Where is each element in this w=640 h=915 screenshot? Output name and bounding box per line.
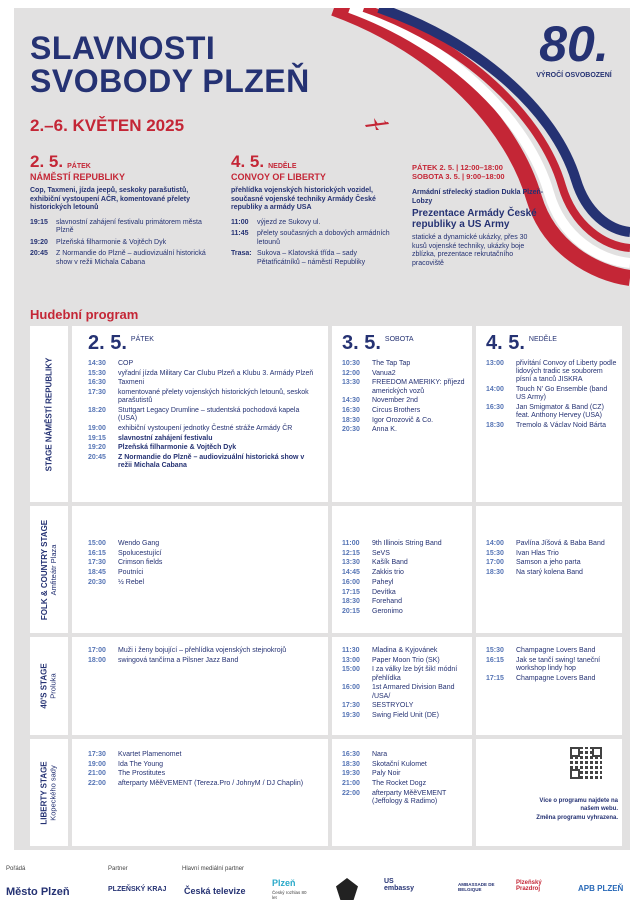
schedule-text: Z Normandie do Plzně – audiovizuální historická show v režii Michala Cabana: [118, 454, 305, 470]
stage-name: 40'S STAGE: [40, 663, 50, 709]
schedule-time: 19:30: [342, 711, 360, 719]
schedule-time: 14:45: [342, 569, 360, 577]
schedule-text: Kvartet Plamenomet: [118, 751, 182, 758]
schedule-item: [486, 540, 618, 548]
schedule-item: [342, 417, 468, 425]
day-weekday: SOBOTA: [384, 336, 414, 343]
event2-text: přelety současných a dobových armádních letounů: [257, 230, 390, 246]
schedule-item: [88, 370, 320, 378]
schedule-cell: [72, 506, 328, 633]
schedule-list: [88, 360, 320, 472]
event2-title: CONVOY OF LIBERTY: [231, 171, 326, 182]
schedule-text: Zakkis trio: [372, 569, 404, 577]
schedule-time: 18:30: [342, 760, 360, 768]
schedule-time: 10:30: [342, 360, 360, 367]
schedule-text: Paper Moon Trio (SK): [372, 656, 440, 664]
schedule-time: 16:30: [486, 404, 504, 412]
schedule-time: 15:00: [342, 666, 360, 674]
schedule-item: [342, 761, 468, 769]
schedule-text: slavnostní zahájení festivalu: [118, 434, 213, 442]
title-line1: SLAVNOSTI: [30, 30, 216, 66]
schedule-item: [342, 579, 468, 587]
schedule-time: 11:00: [342, 540, 360, 547]
schedule-item: [88, 751, 320, 759]
changes-text: Změna programu vyhrazena.: [536, 815, 618, 821]
schedule-time: 14:00: [486, 540, 504, 547]
schedule-item: [88, 657, 320, 665]
organizer-logo: Město Plzeň: [6, 886, 70, 898]
schedule-time: 22:00: [342, 789, 360, 797]
schedule-time: 20:30: [88, 578, 106, 586]
schedule-item: [342, 370, 468, 378]
schedule-time: 17:15: [342, 588, 360, 596]
schedule-time: 16:15: [486, 656, 504, 664]
logo-plzen: Plzeň: [272, 878, 296, 888]
logo-belgium: AMBASSADE DE BELGIQUE: [458, 882, 495, 892]
schedule-item: [342, 540, 468, 548]
schedule-item: [342, 780, 468, 788]
schedule-cell: [476, 637, 622, 735]
event2-time: 11:00: [231, 218, 249, 226]
qr-code-icon[interactable]: [570, 747, 602, 779]
schedule-item: [342, 550, 468, 558]
schedule-text: SESTRYOLY: [372, 702, 414, 710]
schedule-item: [342, 360, 468, 368]
schedule-item: [88, 770, 320, 778]
schedule-text: Plzeňská filharmonie & Vojtěch Dyk: [118, 444, 237, 452]
schedule-time: 20:45: [88, 454, 106, 462]
event2-desc: přehlídka vojenských historických vozidel, současné vojenské techniky Armády České republiky a armády USA: [231, 187, 376, 211]
partner-logo: PLZEŇSKÝ KRAJ: [108, 886, 167, 893]
organizer-label: Pořádá: [6, 866, 26, 872]
schedule-item: [342, 684, 468, 700]
schedule-item: [342, 647, 468, 655]
schedule-item: [88, 379, 320, 387]
schedule-item: [88, 360, 320, 368]
event2-text: Sukova – Klatovská třída – sady Pětatřicátníků – náměstí Republiky: [257, 250, 366, 266]
event1-text: Z Normandie do Plzně – audiovizuální historická show v režii Michala Cabana: [56, 250, 206, 266]
schedule-item: [342, 751, 468, 759]
schedule-text: Jak se tančí swing! taneční workshop lindy hop: [516, 656, 601, 672]
event3-venue: Armádní střelecký stadion Dukla Plzeň-Lobzy: [412, 189, 544, 205]
program-title: Hudební program: [30, 307, 139, 322]
schedule-text: Champagne Lovers Band: [516, 674, 596, 682]
schedule-cell: [72, 637, 328, 735]
schedule-item: [486, 657, 618, 673]
schedule-time: 13:30: [342, 379, 360, 387]
stage-label: [30, 326, 68, 502]
schedule-text: Mladina & Kyjovánek: [372, 647, 438, 654]
schedule-item: [486, 404, 618, 420]
poster: [14, 8, 630, 850]
schedule-text: Poutníci: [118, 569, 144, 577]
logo-us-embassy: US embassy: [384, 878, 414, 892]
schedule-time: 21:00: [88, 770, 106, 778]
schedule-time: 18:30: [342, 416, 360, 424]
stage-name: STAGE NÁMĚSTÍ REPUBLIKY: [44, 357, 54, 471]
schedule-time: 15:30: [486, 647, 504, 654]
schedule-text: COP: [118, 360, 134, 367]
more-info-text: Více o programu najdete na našem webu.: [539, 798, 618, 812]
logo-prazdroj: Plzeňský Prazdroj: [516, 880, 542, 892]
day-number: 2. 5.: [88, 332, 127, 354]
event3-title: Prezentace Armády České republiky a US Army: [412, 208, 537, 230]
stage-label: [30, 739, 68, 846]
logo-apb: APB PLZEŇ: [578, 884, 624, 893]
schedule-cell: [332, 637, 472, 735]
schedule-time: 17:30: [88, 751, 106, 758]
schedule-item: [486, 386, 618, 402]
schedule-item: [342, 407, 468, 415]
schedule-list: [88, 751, 320, 790]
schedule-item: [342, 608, 468, 616]
schedule-item: [486, 647, 618, 655]
schedule-text: ½ Rebel: [118, 578, 145, 586]
schedule-item: [486, 675, 618, 683]
schedule-list: [88, 647, 320, 666]
event3-desc: statické a dynamické ukázky, přes 30 kusů vojenské techniky, ukázky boje zblízka, prezentace rekrutačního pracoviště: [412, 234, 528, 267]
schedule-text: Samson a jeho parta: [516, 559, 581, 567]
logo-plzen-sub: Český rozhlas 80 let: [272, 890, 307, 900]
schedule-text: Circus Brothers: [372, 407, 421, 415]
schedule-text: Jan Smigmator & Band (CZ) feat. Anthony Hervey (USA): [516, 404, 604, 420]
stage-name: LIBERTY STAGE: [40, 760, 50, 825]
event3-line2: SOBOTA 3. 5. | 9:00–18:00: [412, 171, 505, 181]
event1-weekday: PÁTEK: [67, 163, 91, 170]
schedule-item: [342, 770, 468, 778]
schedule-time: 13:30: [342, 559, 360, 567]
schedule-list: [486, 360, 618, 432]
event1-text: Plzeňská filharmonie & Vojtěch Dyk: [56, 238, 167, 246]
schedule-cell: [72, 739, 328, 846]
stage-label: [30, 506, 68, 633]
schedule-list: [342, 751, 468, 808]
schedule-text: Na starý kolena Band: [516, 569, 583, 577]
schedule-text: The Rocket Dogz: [372, 780, 427, 788]
schedule-time: 20:15: [342, 607, 360, 615]
schedule-time: 17:30: [342, 702, 360, 710]
schedule-cell: [72, 326, 328, 502]
logo-number: 80.: [539, 16, 609, 72]
schedule-text: Stuttgart Legacy Drumline – studentská pochodová kapela (USA): [118, 407, 300, 423]
schedule-item: [486, 569, 618, 577]
schedule-text: Paheyl: [372, 578, 394, 586]
schedule-text: Paly Noir: [372, 770, 401, 778]
schedule-text: SeVS: [372, 549, 390, 557]
schedule-time: 18:30: [342, 598, 360, 606]
schedule-item: [88, 559, 320, 567]
schedule-text: Devítka: [372, 588, 396, 596]
schedule-item: [342, 397, 468, 405]
schedule-item: [88, 647, 320, 655]
schedule-list: [342, 540, 468, 618]
stage-sub: Kopeckého sady: [49, 764, 59, 821]
schedule-cell: [476, 506, 622, 633]
schedule-time: 18:45: [88, 569, 106, 577]
event2-weekday: NEDĚLE: [268, 163, 297, 170]
schedule-item: [88, 389, 320, 405]
schedule-text: November 2nd: [372, 397, 418, 405]
schedule-item: [342, 569, 468, 577]
schedule-time: 12:15: [342, 549, 360, 557]
event2-time: 11:45: [231, 230, 249, 237]
schedule-time: 17:00: [486, 559, 504, 567]
schedule-text: přivítání Convoy of Liberty podle lidových tradic se souborem písní a tanců JISKRA: [516, 360, 617, 384]
schedule-item: [88, 454, 320, 470]
schedule-text: 1st Armared Division Band /USA/: [372, 684, 455, 700]
schedule-item: [88, 550, 320, 558]
event1-text: slavnostní zahájení festivalu primátorem města Plzně: [56, 218, 202, 234]
event-friday: [30, 152, 220, 270]
schedule-time: 15:00: [88, 540, 106, 547]
schedule-time: 13:00: [342, 656, 360, 664]
schedule-time: 16:00: [342, 684, 360, 692]
schedule-time: 16:00: [342, 578, 360, 586]
schedule-item: [88, 425, 320, 433]
schedule-time: 18:00: [88, 656, 106, 664]
schedule-cell: [332, 506, 472, 633]
schedule-item: [342, 559, 468, 567]
schedule-time: 11:30: [342, 647, 360, 654]
schedule-time: 16:15: [88, 549, 106, 557]
day-number: 4. 5.: [486, 332, 525, 354]
event1-time: 20:45: [30, 250, 48, 257]
schedule-item: [342, 598, 468, 606]
schedule-text: afterparty MěěVEMENT (Tereza.Pro / JohnyM / DJ Chaplin): [118, 780, 304, 788]
schedule-time: 14:30: [88, 360, 106, 367]
schedule-text: Nara: [372, 751, 388, 758]
schedule-text: Igor Orozovič & Co.: [372, 416, 434, 424]
schedule-item: [88, 780, 320, 788]
schedule-text: Spolucestující: [118, 549, 162, 557]
schedule-time: 19:00: [88, 424, 106, 432]
schedule-list: [486, 647, 618, 684]
schedule-text: Geronimo: [372, 607, 403, 615]
event3-line1: PÁTEK 2. 5. | 12:00–18:00: [412, 163, 503, 172]
event2-day: 4. 5.: [231, 152, 265, 171]
event2-text: výjezd ze Sukovy ul.: [257, 218, 321, 226]
schedule-text: The Prostitutes: [118, 770, 166, 778]
schedule-time: 12:00: [342, 369, 360, 377]
partner-label: Partner: [108, 866, 128, 872]
music-program-grid: [30, 326, 622, 846]
event1-title: NÁMĚSTÍ REPUBLIKY: [30, 171, 126, 182]
event1-time: 19:15: [30, 218, 48, 226]
schedule-time: 17:00: [88, 647, 106, 654]
schedule-text: Anna K.: [372, 426, 397, 434]
army-emblem-icon: [336, 878, 358, 900]
media-logo: Česká televize: [184, 886, 246, 896]
schedule-cell: [476, 326, 622, 502]
schedule-time: 19:15: [88, 434, 106, 442]
schedule-text: swingová tančírna a Pilsner Jazz Band: [118, 656, 239, 664]
schedule-item: [486, 559, 618, 567]
schedule-text: Muži i ženy bojující – přehlídka vojenských stejnokrojů: [118, 647, 287, 654]
schedule-list: [342, 360, 468, 436]
schedule-text: Wendo Gang: [118, 540, 160, 547]
schedule-text: Champagne Lovers Band: [516, 647, 596, 654]
schedule-time: 16:30: [342, 751, 360, 758]
stage-sub: Amfiteátr Plaza: [49, 544, 59, 595]
schedule-text: The Tap Tap: [372, 360, 411, 367]
schedule-item: [342, 790, 468, 806]
schedule-text: Kašík Band: [372, 559, 408, 567]
schedule-item: [88, 761, 320, 769]
schedule-time: 16:30: [88, 379, 106, 387]
schedule-time: 18:30: [486, 569, 504, 577]
schedule-text: Ivan Hlas Trio: [516, 549, 559, 557]
festival-dates: 2.–6. KVĚTEN 2025: [30, 116, 185, 135]
schedule-text: komentované přelety vojenských historických letounů, seskok parašutistů: [118, 389, 309, 405]
event1-time: 19:20: [30, 238, 48, 246]
schedule-time: 19:30: [342, 770, 360, 778]
schedule-time: 21:00: [342, 780, 360, 788]
schedule-item: [88, 435, 320, 443]
schedule-time: 17:15: [486, 674, 504, 682]
schedule-time: 19:00: [88, 760, 106, 768]
schedule-item: [88, 579, 320, 587]
schedule-time: 15:30: [88, 369, 106, 377]
schedule-item: [486, 550, 618, 558]
schedule-time: 20:30: [342, 426, 360, 434]
schedule-item: [486, 422, 618, 430]
schedule-cell: [332, 739, 472, 846]
stage-label: [30, 637, 68, 735]
schedule-time: 17:30: [88, 389, 106, 397]
media-label: Hlavní mediální partner: [182, 866, 245, 872]
title-line2: SVOBODY PLZEŇ: [30, 63, 310, 99]
schedule-text: Pavlína Jíšová & Baba Band: [516, 540, 605, 547]
schedule-text: I za války lze být šik! módní přehlídka: [372, 666, 458, 682]
schedule-text: vyřadní jízda Military Car Clubu Plzeň a Klubu 3. Armády Plzeň: [118, 369, 314, 377]
schedule-time: 18:20: [88, 407, 106, 415]
event-army-presentation: [412, 164, 544, 268]
schedule-item: [342, 426, 468, 434]
schedule-list: [342, 647, 468, 722]
schedule-text: Tremolo & Václav Noid Bárta: [516, 421, 606, 429]
schedule-time: 17:30: [88, 559, 106, 567]
schedule-text: afterparty MěěVEMENT (Jeffology & Radimo): [372, 789, 447, 806]
schedule-list: [486, 540, 618, 579]
schedule-text: exhibiční vystoupení jednotky Čestné stráže Armády ČR: [118, 424, 293, 432]
schedule-item: [88, 569, 320, 577]
stage-name: FOLK & COUNTRY STAGE: [40, 519, 50, 620]
schedule-text: Swing Field Unit (DE): [372, 711, 439, 719]
day-number: 3. 5.: [342, 332, 381, 354]
schedule-item: [342, 379, 468, 395]
day-weekday: PÁTEK: [130, 336, 154, 343]
schedule-time: 14:30: [342, 397, 360, 405]
schedule-time: 18:30: [486, 421, 504, 429]
schedule-time: 19:20: [88, 444, 106, 452]
anniversary-logo: [524, 16, 624, 96]
schedule-time: 16:30: [342, 407, 360, 415]
schedule-text: Skotační Kulomet: [372, 760, 427, 768]
schedule-item: [88, 444, 320, 452]
logo-text: VÝROČÍ OSVOBOZENÍ: [536, 72, 612, 79]
schedule-item: [342, 666, 468, 682]
schedule-item: [88, 407, 320, 423]
event1-desc: Cop, Taxmeni, jízda jeepů, seskoky parašutistů, exhibiční vystoupení AČR, komentované přelety historických letounů: [30, 187, 191, 211]
event1-day: 2. 5.: [30, 152, 64, 171]
schedule-item: [88, 540, 320, 548]
schedule-item: [486, 360, 618, 385]
schedule-text: Vanua2: [372, 369, 396, 377]
schedule-time: 13:00: [486, 360, 504, 367]
schedule-item: [342, 589, 468, 597]
schedule-cell: [476, 739, 622, 846]
event2-time: Trasa:: [231, 250, 252, 257]
event-sunday: [231, 152, 396, 270]
schedule-list: [88, 540, 320, 589]
schedule-text: Forehand: [372, 598, 402, 606]
schedule-text: Taxmeni: [118, 379, 145, 387]
day-weekday: NEDĚLE: [528, 336, 557, 343]
schedule-text: Ida The Young: [118, 760, 164, 768]
schedule-text: FREEDOM AMERIKY: příjezd amerických vozů: [372, 379, 465, 395]
stage-sub: Proluka: [49, 673, 59, 699]
schedule-item: [342, 657, 468, 665]
plane-icon: [364, 116, 390, 132]
schedule-text: 9th Illinois String Band: [372, 540, 442, 547]
schedule-item: [342, 712, 468, 720]
schedule-item: [342, 702, 468, 710]
schedule-text: Crimson fields: [118, 559, 163, 567]
schedule-time: 15:30: [486, 549, 504, 557]
schedule-text: Touch N' Go Ensemble (band US Army): [516, 386, 608, 402]
schedule-cell: [332, 326, 472, 502]
schedule-time: 14:00: [486, 386, 504, 394]
schedule-time: 22:00: [88, 780, 106, 788]
